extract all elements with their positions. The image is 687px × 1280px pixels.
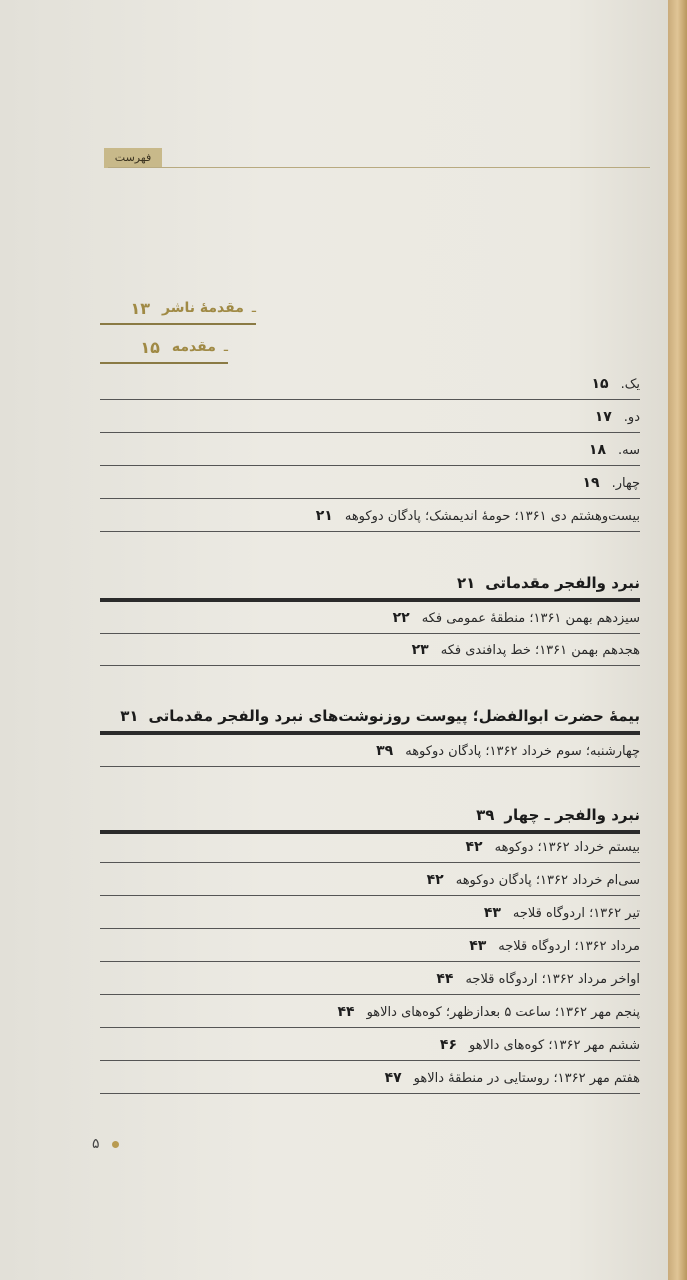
- page-footer: [92, 1136, 119, 1152]
- entry-page: ۴۲: [426, 872, 444, 888]
- entry-title: ششم مهر ۱۳۶۲؛ کوه‌های دالاهو: [469, 1037, 640, 1053]
- entry-title: یک.: [620, 376, 640, 392]
- entry-title: چهار.: [611, 475, 640, 491]
- entry-page: ۲۳: [411, 642, 429, 658]
- entry-title: پنجم مهر ۱۳۶۲؛ ساعت ۵ بعدازظهر؛ کوه‌های دالاهو: [366, 1004, 640, 1020]
- toc-row[interactable]: [100, 865, 640, 896]
- entry-page: ۴۷: [384, 1070, 402, 1086]
- entry-page: ۴۶: [439, 1037, 458, 1053]
- toc-row[interactable]: [100, 997, 640, 1028]
- entry-page: ۴۴: [337, 1004, 355, 1020]
- entry-title: سه.: [618, 442, 640, 458]
- section-title: نبرد والفجر ـ چهار: [504, 806, 640, 824]
- entry-title: سیزدهم بهمن ۱۳۶۱؛ منطقهٔ عمومی فکه: [421, 610, 640, 626]
- toc-row[interactable]: [100, 931, 640, 962]
- entry-page: ۲۱: [315, 508, 333, 524]
- page-edge: [668, 0, 687, 1280]
- page-number: ۵: [92, 1136, 100, 1152]
- toc-section-heading[interactable]: [100, 568, 640, 602]
- toc-intro[interactable]: [100, 332, 228, 364]
- entry-page: ۱۵: [140, 337, 160, 357]
- entry-title: سی‌ام خرداد ۱۳۶۲؛ پادگان دوکوهه: [455, 872, 640, 888]
- entry-title: بیستم خرداد ۱۳۶۲؛ دوکوهه: [494, 839, 640, 855]
- section-page: ۳۹: [476, 806, 495, 824]
- entry-title: تیر ۱۳۶۲؛ اردوگاه قلاجه: [512, 905, 640, 921]
- section-page: ۲۱: [456, 574, 476, 592]
- header-rule: [108, 167, 650, 168]
- section-title: نبرد والفجر مقدماتی: [485, 574, 640, 592]
- entry-title: بیست‌وهشتم دی ۱۳۶۱؛ حومهٔ اندیمشک؛ پادگان دوکوهه: [344, 508, 640, 524]
- entry-title: چهارشنبه؛ سوم خرداد ۱۳۶۲؛ پادگان دوکوهه: [405, 743, 640, 759]
- entry-page: ۴۳: [483, 905, 501, 921]
- toc-row[interactable]: [100, 898, 640, 929]
- toc-row[interactable]: [100, 603, 640, 634]
- entry-page: ۱۹: [582, 475, 600, 491]
- entry-title: هجدهم بهمن ۱۳۶۱؛ خط پدافندی فکه: [440, 642, 640, 658]
- entry-title: مرداد ۱۳۶۲؛ اردوگاه قلاجه: [498, 938, 640, 954]
- toc-row[interactable]: [100, 435, 640, 466]
- entry-page: ۱۳: [130, 298, 151, 318]
- entry-page: ۳۹: [376, 743, 394, 759]
- footer-dot-icon: [112, 1141, 119, 1148]
- toc-row[interactable]: [100, 635, 640, 666]
- entry-page: ۱۸: [588, 442, 606, 458]
- entry-title: اواخر مرداد ۱۳۶۲؛ اردوگاه قلاجه: [465, 971, 640, 987]
- toc-section-heading[interactable]: [100, 701, 640, 735]
- toc-row[interactable]: [100, 964, 640, 995]
- entry-dash: ـ: [251, 300, 256, 316]
- toc-row[interactable]: [100, 1063, 640, 1094]
- entry-page: ۲۲: [392, 610, 410, 626]
- toc-section-heading[interactable]: [100, 800, 640, 834]
- toc-row[interactable]: [100, 369, 640, 400]
- header-logo: فهرست: [104, 148, 162, 168]
- entry-page: ۴۳: [469, 938, 487, 954]
- toc-row[interactable]: [100, 832, 640, 863]
- toc-intro-publisher[interactable]: [100, 293, 256, 325]
- entry-title: مقدمهٔ ناشر: [162, 300, 244, 316]
- toc-row[interactable]: [100, 402, 640, 433]
- toc-row[interactable]: [100, 1030, 640, 1061]
- section-title: بیمهٔ حضرت ابوالفضل؛ پیوست روزنوشت‌های نبرد والفجر مقدماتی: [148, 707, 640, 725]
- toc-row[interactable]: [100, 736, 640, 767]
- entry-title: هفتم مهر ۱۳۶۲؛ روستایی در منطقهٔ دالاهو: [413, 1070, 640, 1086]
- entry-dash: ـ: [223, 339, 228, 355]
- entry-page: ۱۷: [594, 409, 612, 425]
- entry-page: ۱۵: [591, 376, 609, 392]
- toc-row[interactable]: [100, 501, 640, 532]
- entry-title: مقدمه: [171, 339, 216, 355]
- entry-title: دو.: [623, 409, 640, 425]
- entry-page: ۴۴: [436, 971, 454, 987]
- toc-row[interactable]: [100, 468, 640, 499]
- section-page: ۳۱: [120, 707, 139, 725]
- entry-page: ۴۲: [465, 839, 483, 855]
